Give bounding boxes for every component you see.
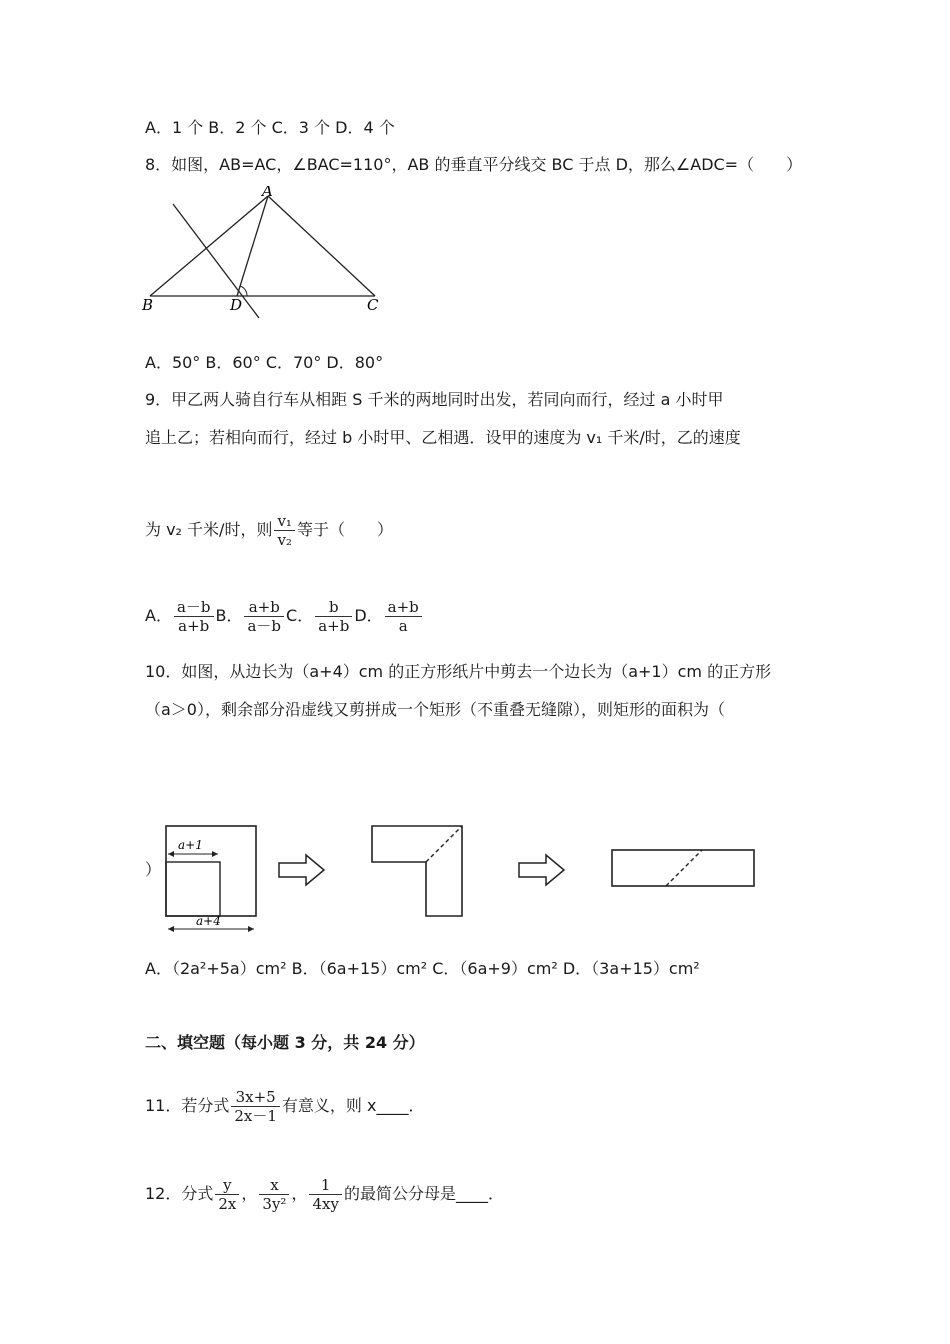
q10-line2: （a＞0），剩余部分沿虚线又剪拼成一个矩形（不重叠无缝隙），则矩形的面积为（	[145, 700, 725, 719]
q12	[145, 1174, 504, 1214]
rectangle-dashed-cut	[666, 850, 702, 886]
q9-option-d-label: D．	[354, 606, 383, 625]
q12-frac2-den: 3y²	[262, 1195, 287, 1213]
q12-fraction-1	[215, 1176, 239, 1213]
side-ac	[268, 196, 375, 296]
q11-num: 3x+5	[231, 1088, 280, 1107]
q8-stem: 8．如图，AB=AC，∠BAC=110°，AB 的垂直平分线交 BC 于点 D，那么∠ADC=（ ）	[145, 155, 803, 174]
q7-options: A．1 个 B．2 个 C．3 个 D．4 个	[145, 118, 395, 137]
q12-sep-2: ，	[291, 1184, 308, 1203]
q9-line3	[145, 510, 393, 550]
q9-frac-num: v₁	[274, 512, 295, 531]
q9-frac-den: v₂	[277, 531, 292, 549]
q12-frac1-num: y	[215, 1176, 239, 1195]
q10-line3: ）	[145, 860, 162, 879]
result-rectangle	[612, 850, 754, 886]
q10-line1: 10．如图，从边长为（a+4）cm 的正方形纸片中剪去一个边长为（a+1）cm 的正方形	[145, 662, 772, 681]
segment-ad	[237, 196, 268, 296]
q9-option-d-num: a+b	[385, 598, 422, 617]
side-ab	[150, 196, 268, 296]
q12-frac1-den: 2x	[218, 1195, 237, 1213]
q9-line2: 追上乙；若相向而行，经过 b 小时甲、乙相遇．设甲的速度为 v₁ 千米/时，乙的速度	[145, 428, 741, 447]
q11	[145, 1086, 424, 1126]
q9-option-b-den: a－b	[247, 617, 282, 635]
q9-option-c-label: C．	[286, 606, 314, 625]
q11-post: 有意义，则 x____．	[281, 1096, 425, 1115]
q12-pre: 12．分式	[145, 1184, 214, 1203]
q12-frac3-den: 4xy	[312, 1195, 339, 1213]
q9-option-b-num: a+b	[244, 598, 284, 617]
dim-small-label: a+1	[178, 838, 203, 852]
q9-options	[145, 596, 424, 636]
q9-option-a-den: a+b	[178, 617, 210, 635]
q12-frac3-num: 1	[309, 1176, 341, 1195]
q9-option-a-num: a－b	[174, 598, 214, 617]
q9-option-c-den: a+b	[318, 617, 350, 635]
q9-option-c-fraction	[315, 598, 352, 635]
q10-options: A．（2a²+5a）cm² B．（6a+15）cm² C．（6a+9）cm² D．（3a+15）cm²	[145, 959, 700, 978]
q9-line3-post: 等于（ ）	[296, 520, 393, 539]
label-a: A	[262, 186, 273, 200]
label-c: C	[367, 296, 379, 314]
dim-small-arrow-right	[212, 851, 218, 857]
dim-large-label: a+4	[196, 914, 221, 928]
q11-pre: 11．若分式	[145, 1096, 230, 1115]
q8-options: A．50° B．60° C．70° D．80°	[145, 353, 384, 372]
label-d: D	[230, 296, 243, 314]
q9-option-a-fraction	[174, 598, 214, 635]
dim-large-arrow-right	[248, 926, 254, 932]
q8-triangle-figure	[140, 186, 390, 321]
q9-option-a-label: A．	[145, 606, 172, 625]
q12-fraction-2	[259, 1176, 289, 1213]
q10-figure	[158, 818, 763, 940]
q9-option-b-label: B．	[215, 606, 243, 625]
section2-title: 二、填空题（每小题 3 分，共 24 分）	[145, 1033, 425, 1052]
right-arrow-icon	[519, 855, 564, 885]
cut-square	[166, 862, 220, 916]
q9-line3-pre: 为 v₂ 千米/时，则	[145, 520, 273, 539]
right-arrow-icon	[279, 855, 324, 885]
l-shape-dashed-cut	[426, 826, 462, 862]
q9-option-b-fraction	[244, 598, 284, 635]
perpendicular-bisector	[173, 204, 259, 318]
q9-option-c-num: b	[315, 598, 352, 617]
q9-line1: 9．甲乙两人骑自行车从相距 S 千米的两地同时出发，若同向而行，经过 a 小时甲	[145, 390, 724, 409]
q11-fraction	[231, 1088, 280, 1125]
q12-post: 的最简公分母是____．	[343, 1184, 504, 1203]
q11-den: 2x－1	[234, 1107, 277, 1125]
dim-large-arrow-left	[168, 926, 174, 932]
q12-frac2-num: x	[259, 1176, 289, 1195]
label-b: B	[142, 296, 154, 314]
q9-option-d-den: a	[398, 617, 408, 635]
q12-fraction-3	[309, 1176, 341, 1213]
q12-sep-1: ，	[241, 1184, 258, 1203]
dim-small-arrow-left	[168, 851, 174, 857]
q9-fraction	[274, 512, 295, 549]
q9-option-d-fraction	[385, 598, 422, 635]
